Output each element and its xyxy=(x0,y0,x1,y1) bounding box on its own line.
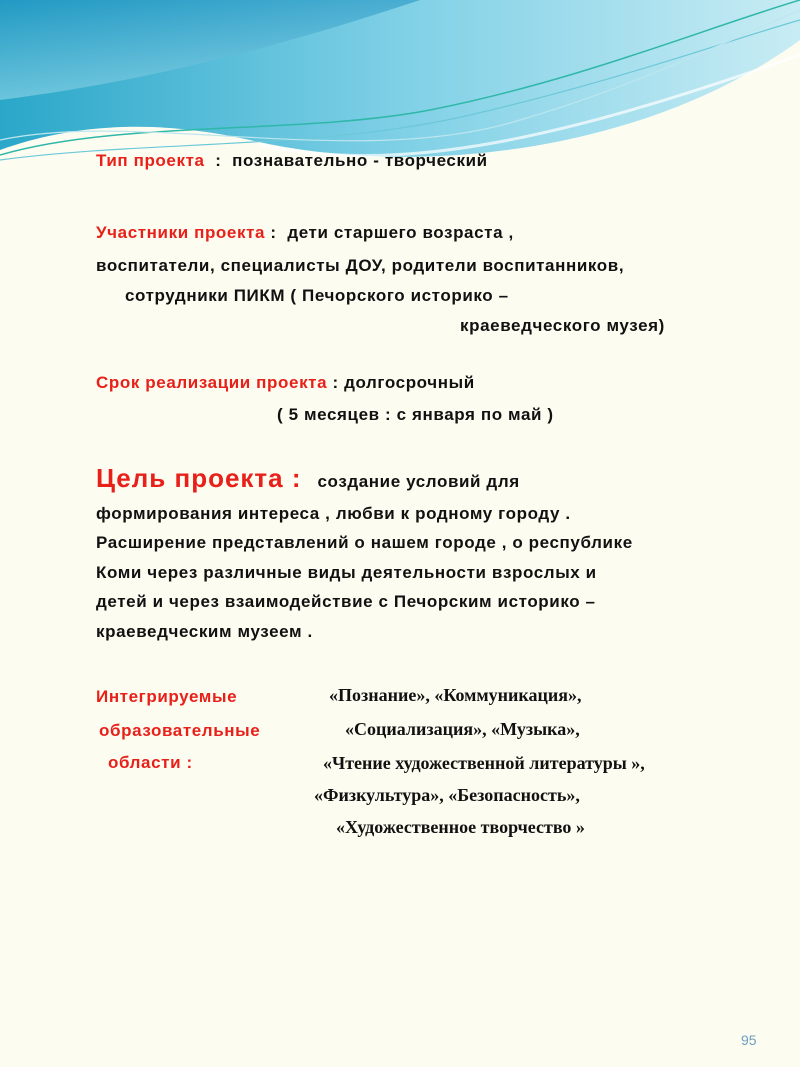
goal-line-6: краеведческим музеем . xyxy=(96,622,313,641)
term-value: долгосрочный xyxy=(344,373,475,392)
goal-line-3: Расширение представлений о нашем городе , о республике xyxy=(96,533,633,552)
term-separator: : xyxy=(332,373,339,392)
areas-label-line-2: образовательные xyxy=(99,721,261,740)
goal-line-2: формирования интереса , любви к родному городу . xyxy=(96,504,571,523)
goal-line-5: детей и через взаимодействие с Печорским историко – xyxy=(96,592,596,611)
project-type-row xyxy=(96,151,488,171)
project-type-label: Тип проекта xyxy=(96,151,205,170)
areas-items-line-1: «Познание», «Коммуникация», xyxy=(329,685,582,705)
goal-label: Цель проекта : xyxy=(96,463,302,493)
term-row xyxy=(96,373,475,393)
areas-label-line-1: Интегрируемые xyxy=(96,687,238,706)
areas-items-line-4: «Физкультура», «Безопасность», xyxy=(314,785,580,805)
participants-line-2: воспитатели, специалисты ДОУ, родители воспитанников, xyxy=(96,256,625,275)
goal-line-4: Коми через различные виды деятельности взрослых и xyxy=(96,563,597,582)
project-type-value: познавательно - творческий xyxy=(232,151,488,170)
project-type-separator: : xyxy=(215,151,222,170)
participants-line-3: сотрудники ПИКМ ( Печорского историко – xyxy=(125,286,509,305)
page-number: 95 xyxy=(741,1032,757,1048)
areas-label-line-3: области : xyxy=(108,753,193,772)
areas-items-line-5: «Художественное творчество » xyxy=(336,817,585,837)
goal-line-1: создание условий для xyxy=(317,472,520,491)
goal-row xyxy=(96,463,520,494)
term-label: Срок реализации проекта xyxy=(96,373,328,392)
participants-row xyxy=(96,223,514,243)
term-detail: ( 5 месяцев : с января по май ) xyxy=(277,405,554,424)
areas-items-line-2: «Социализация», «Музыка», xyxy=(345,719,580,739)
participants-line-1: дети старшего возраста , xyxy=(287,223,514,242)
participants-line-4: краеведческого музея) xyxy=(460,316,665,335)
participants-separator: : xyxy=(270,223,277,242)
participants-label: Участники проекта xyxy=(96,223,266,242)
areas-items-line-3: «Чтение художественной литературы », xyxy=(323,753,645,773)
